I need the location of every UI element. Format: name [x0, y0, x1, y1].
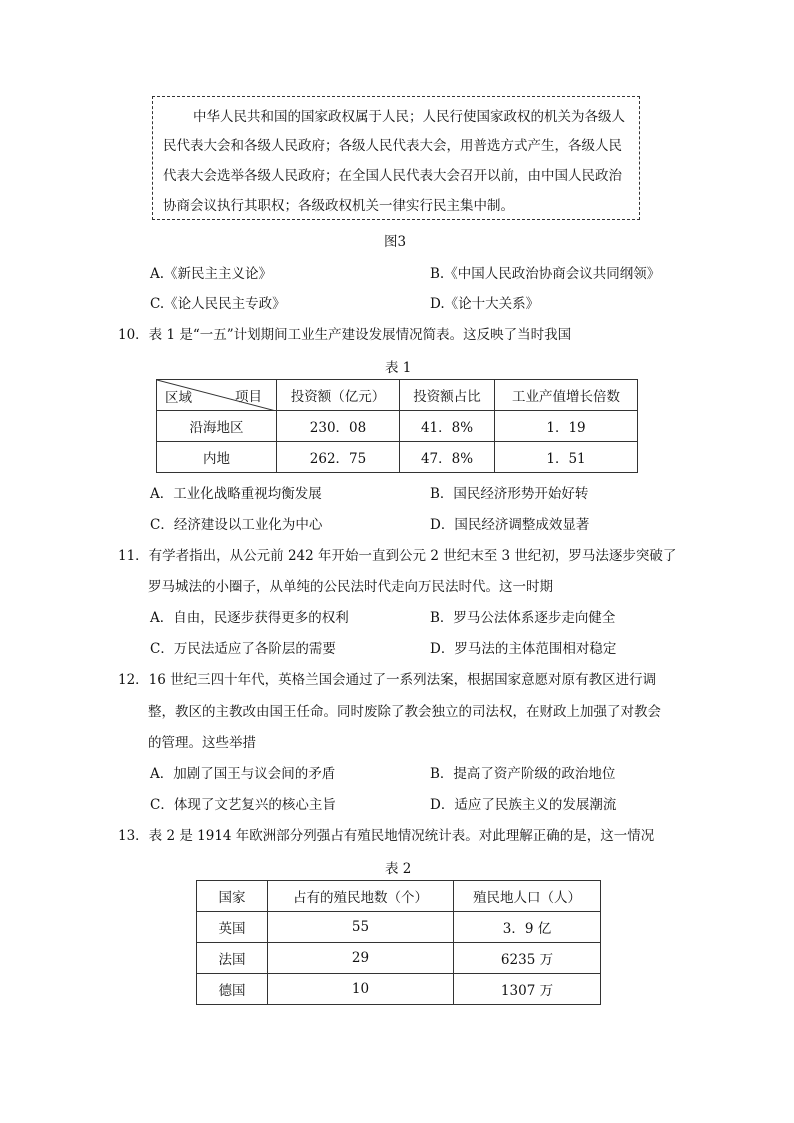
- table1-title: 表 1: [385, 360, 412, 376]
- table2-cell: 英国: [197, 912, 268, 943]
- table1-cell: 230．08: [277, 411, 400, 442]
- table2-cell: 德国: [197, 974, 268, 1005]
- table2: [196, 880, 601, 1005]
- table2-header-cell: 占有的殖民地数（个）: [268, 881, 454, 912]
- table-row: [157, 411, 638, 442]
- q11-option-b: B．罗马公法体系逐步走向健全: [430, 610, 616, 626]
- table2-header-cell: 国家: [197, 881, 268, 912]
- q10-option-b: B．国民经济形势开始好转: [430, 486, 589, 502]
- table1-header-cell: 工业产值增长倍数: [495, 380, 638, 411]
- table2-cell: 法国: [197, 943, 268, 974]
- figure3-text-line: 代表大会选举各级人民政府；在全国人民代表大会召开以前，由中国人民政治: [163, 168, 622, 184]
- table-row: [157, 442, 638, 473]
- table1-cell: 262．75: [277, 442, 400, 473]
- table2-cell: 1307 万: [454, 974, 601, 1005]
- q10-option-c: C．经济建设以工业化为中心: [150, 517, 323, 533]
- diag-header-left: 区域: [165, 390, 192, 406]
- q12-option-d: D．适应了民族主义的发展潮流: [430, 797, 617, 813]
- q12-stem-line: 的管理。这些举措: [148, 735, 256, 751]
- table-row: [197, 974, 601, 1005]
- q9-option-a: A.《新民主主义论》: [150, 266, 273, 282]
- table1-header-cell: 投资额占比: [400, 380, 495, 411]
- q11-option-a: A．自由，民逐步获得更多的权利: [150, 610, 349, 626]
- q9-option-d: D.《论十大关系》: [430, 296, 540, 312]
- table1: [156, 379, 638, 473]
- table2-cell: 6235 万: [454, 943, 601, 974]
- q10-stem: 10．表 1 是“一五”计划期间工业生产建设发展情况简表。这反映了当时我国: [118, 327, 572, 343]
- q10-option-a: A．工业化战略重视均衡发展: [150, 486, 322, 502]
- q9-option-b: B.《中国人民政治协商会议共同纲领》: [430, 266, 661, 282]
- figure3-text-line: 协商会议执行其职权；各级政权机关一律实行民主集中制。: [163, 198, 514, 214]
- q12-option-a: A．加剧了国王与议会间的矛盾: [150, 766, 336, 782]
- q12-option-c: C．体现了文艺复兴的核心主旨: [150, 797, 336, 813]
- q9-option-c: C.《论人民民主专政》: [150, 296, 286, 312]
- table2-header-cell: 殖民地人口（人）: [454, 881, 601, 912]
- table2-cell: 3．9 亿: [454, 912, 601, 943]
- q11-stem-line: 罗马城法的小圈子，从单纯的公民法时代走向万民法时代。这一时期: [148, 579, 553, 595]
- table-row: [197, 943, 601, 974]
- q12-option-b: B．提高了资产阶级的政治地位: [430, 766, 616, 782]
- figure3-caption: 图3: [384, 234, 407, 250]
- table1-cell: 1．51: [495, 442, 638, 473]
- table-row: [197, 912, 601, 943]
- figure3-text-line: 民代表大会和各级人民政府；各级人民代表大会，用普选方式产生，各级人民: [163, 138, 622, 154]
- figure3-text-line: 中华人民共和国的国家政权属于人民；人民行使国家政权的机关为各级人: [193, 109, 625, 125]
- table2-cell: 10: [268, 974, 454, 1005]
- table1-cell: 内地: [157, 442, 277, 473]
- table2-title: 表 2: [385, 861, 412, 877]
- q10-option-d: D．国民经济调整成效显著: [430, 517, 590, 533]
- q12-stem-line: 12．16 世纪三四十年代，英格兰国会通过了一系列法案，根据国家意愿对原有教区进行调: [118, 672, 657, 688]
- table1-header-cell: 投资额（亿元）: [277, 380, 400, 411]
- table1-cell: 47．8%: [400, 442, 495, 473]
- table2-cell: 29: [268, 943, 454, 974]
- table2-cell: 55: [268, 912, 454, 943]
- table1-cell: 1．19: [495, 411, 638, 442]
- diag-header-right: 项目: [235, 389, 262, 405]
- q11-option-c: C．万民法适应了各阶层的需要: [150, 641, 336, 657]
- figure3-box: [152, 96, 640, 220]
- table1-diag-header: [157, 380, 277, 411]
- table1-cell: 41．8%: [400, 411, 495, 442]
- q11-stem-line: 11．有学者指出，从公元前 242 年开始一直到公元 2 世纪末至 3 世纪初，罗马法逐步突破了: [118, 548, 677, 564]
- q12-stem-line: 整，教区的主教改由国王任命。同时废除了教会独立的司法权，在财政上加强了对教会: [148, 704, 661, 720]
- q13-stem: 13．表 2 是 1914 年欧洲部分列强占有殖民地情况统计表。对此理解正确的是，这一情况: [118, 828, 655, 844]
- table1-cell: 沿海地区: [157, 411, 277, 442]
- q11-option-d: D．罗马法的主体范围相对稳定: [430, 641, 617, 657]
